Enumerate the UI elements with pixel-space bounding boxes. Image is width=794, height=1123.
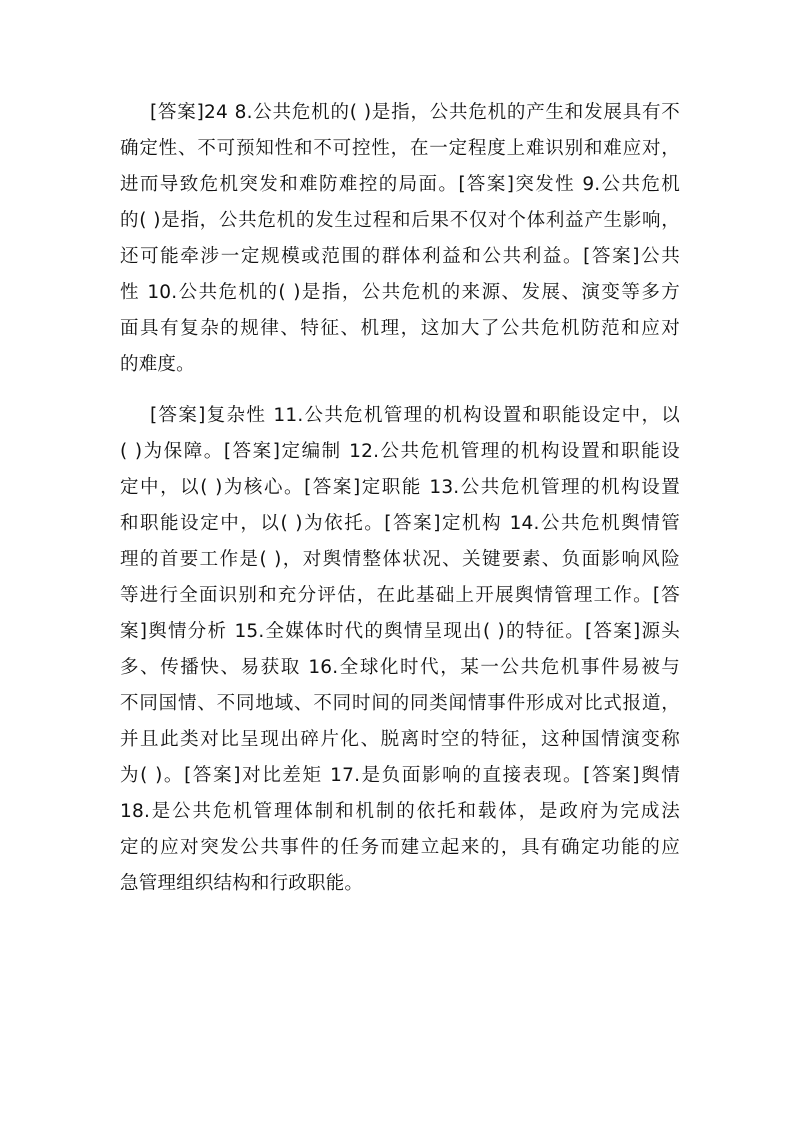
text-line: [答案]24 8.公共危机的( )是指，公共危机的产生和发展具有不 (150, 102, 680, 123)
text-line: 的( )是指，公共危机的发生过程和后果不仅对个体利益产生影响， (120, 210, 680, 231)
text-line: ( )为保障。[答案]定编制 12.公共危机管理的机构设置和职能设 (120, 441, 680, 462)
text-line: [答案]复杂性 11.公共危机管理的机构设置和职能设定中，以 (150, 405, 680, 426)
text-line: 面具有复杂的规律、特征、机理，这加大了公共危机防范和应对 (120, 318, 680, 339)
text-line: 定中，以( )为核心。[答案]定职能 13.公共危机管理的机构设置 (120, 477, 680, 498)
document-page (120, 95, 680, 902)
text-line: 的难度。 (120, 354, 195, 375)
text-line: 确定性、不可预知性和不可控性，在一定程度上难识别和难应对， (120, 138, 680, 159)
text-line: 和职能设定中，以( )为依托。[答案]定机构 14.公共危机舆情管 (120, 513, 680, 534)
text-line: 定的应对突发公共事件的任务而建立起来的，具有确定功能的应 (120, 837, 680, 858)
text-line: 为( )。[答案]对比差矩 17.是负面影响的直接表现。[答案]舆情 (120, 765, 680, 786)
text-line: 并且此类对比呈现出碎片化、脱离时空的特征，这种国情演变称 (120, 729, 680, 750)
text-line: 18.是公共危机管理体制和机制的依托和载体，是政府为完成法 (120, 801, 680, 822)
text-line: 性 10.公共危机的( )是指，公共危机的来源、发展、演变等多方 (120, 282, 680, 303)
text-line: 还可能牵涉一定规模或范围的群体利益和公共利益。[答案]公共 (120, 246, 680, 267)
text-line: 进而导致危机突发和难防难控的局面。[答案]突发性 9.公共危机 (120, 174, 680, 195)
text-line: 急管理组织结构和行政职能。 (120, 873, 364, 894)
text-line: 不同国情、不同地域、不同时间的同类闻情事件形成对比式报道， (120, 693, 680, 714)
text-line: 理的首要工作是( )，对舆情整体状况、关键要素、负面影响风险 (120, 549, 680, 570)
paragraph-1 (120, 95, 680, 383)
paragraph-2 (120, 398, 680, 902)
text-line: 多、传播快、易获取 16.全球化时代，某一公共危机事件易被与 (120, 657, 680, 678)
text-line: 等进行全面识别和充分评估，在此基础上开展舆情管理工作。[答 (120, 585, 680, 606)
text-line: 案]舆情分析 15.全媒体时代的舆情呈现出( )的特征。[答案]源头 (120, 621, 680, 642)
